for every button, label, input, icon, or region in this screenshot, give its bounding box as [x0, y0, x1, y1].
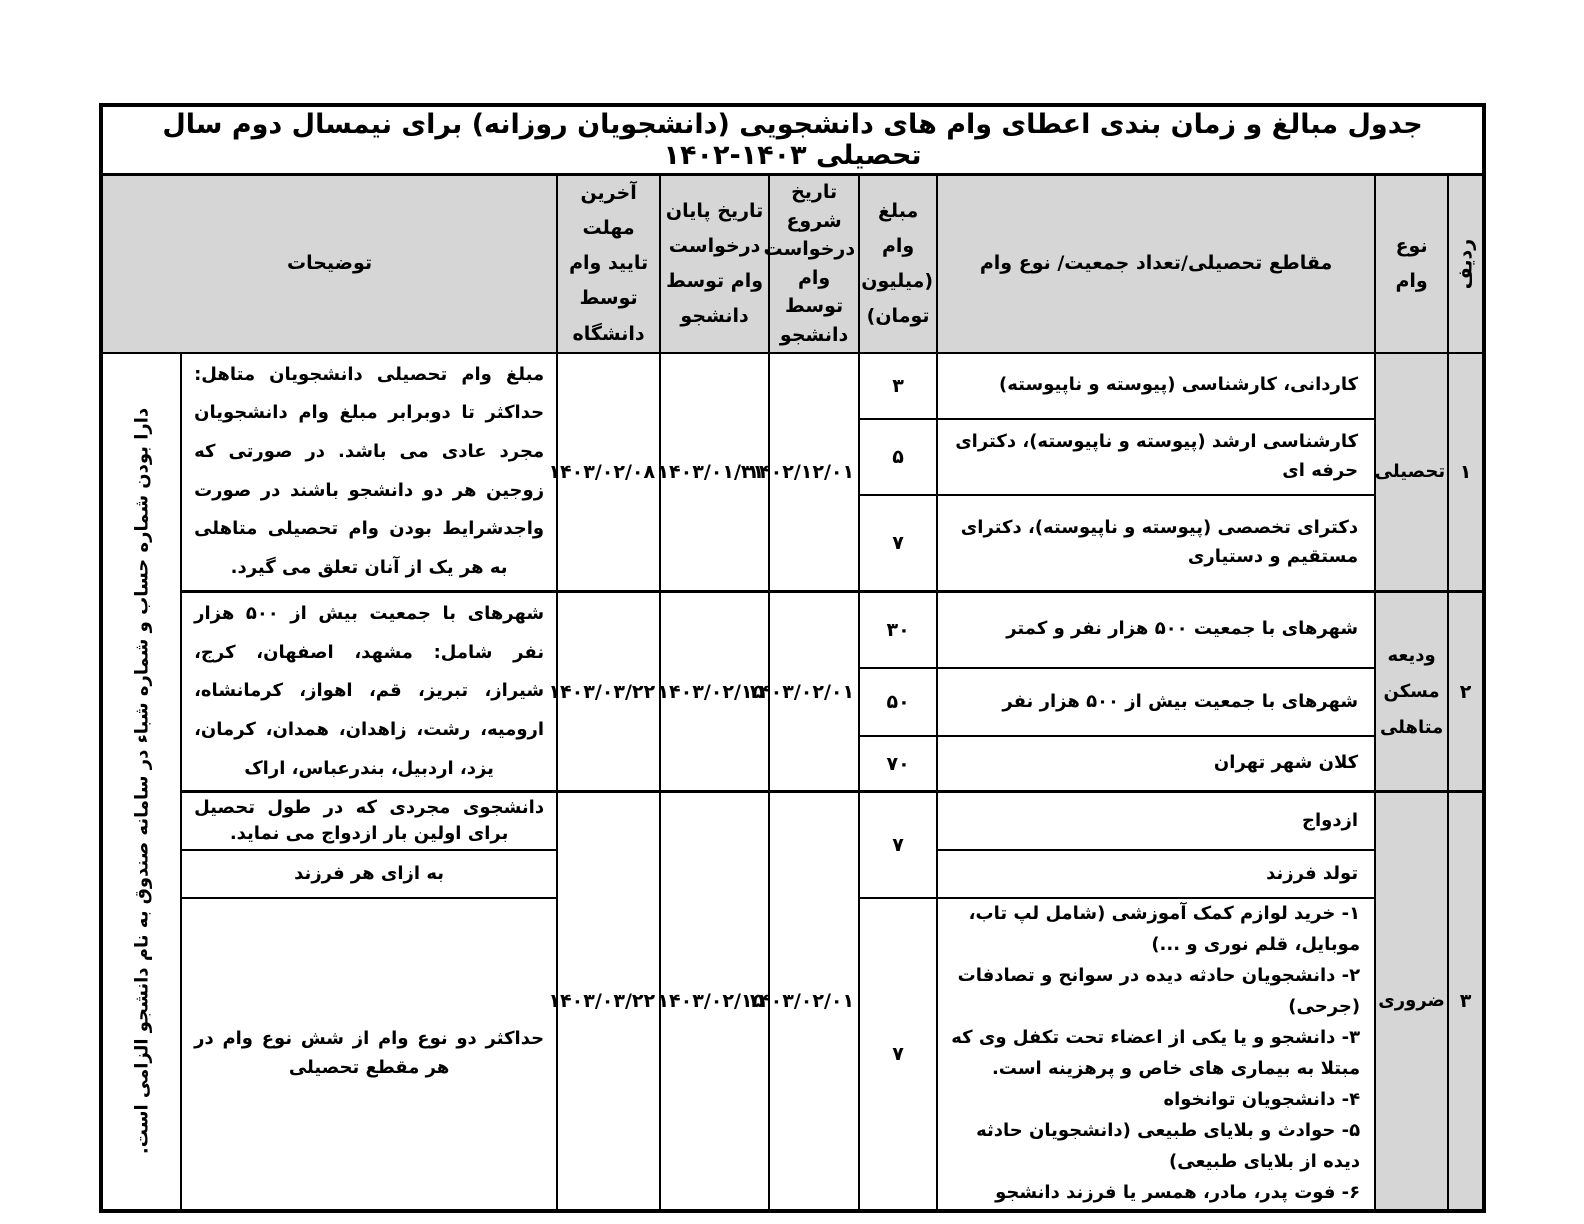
row1-approve-deadline: ۱۴۰۳/۰۲/۰۸	[557, 353, 660, 592]
row2-start-date: ۱۴۰۳/۰۲/۰۱	[769, 591, 859, 791]
row1-level-3: دکترای تخصصی (پیوسته و ناپیوسته)، دکترای مستقیم و دستیاری	[937, 495, 1375, 592]
header-start-date: تاریخ شروع درخواست وام توسط دانشجو	[769, 175, 859, 353]
row2-level-3: کلان شهر تهران	[937, 736, 1375, 791]
row3-level-child: تولد فرزند	[937, 850, 1375, 898]
table-title: جدول مبالغ و زمان بندی اعطای وام های دانشجویی (دانشجویان روزانه) برای نیمسال دوم سال تحصیلی ۱۴۰۳-۱۴۰۲	[101, 105, 1484, 175]
emergency-item: ۴- دانشجویان توانخواه	[1163, 1089, 1361, 1111]
row1-notes: مبلغ وام تحصیلی دانشجویان متاهل: حداکثر تا دوبرابر مبلغ وام دانشجویان مجرد عادی می باشد. در صورتی که زوجین هر دو دانشجو باشند در صورت واجدشرایط بودن وام تحصیلی متاهلی به هر یک از آنان تعلق می گیرد.	[181, 353, 557, 592]
row3-level-emergency-list	[937, 898, 1375, 1211]
row3-amount-emergency: ۷	[859, 898, 937, 1211]
row2-approve-deadline: ۱۴۰۳/۰۳/۲۲	[557, 591, 660, 791]
row2-notes: شهرهای با جمعیت بیش از ۵۰۰ هزار نفر شامل: مشهد، اصفهان، کرج، شیراز، تبریز، قم، اهواز، کرمانشاه، ارومیه، رشت، زاهدان، همدان، کرمان، یزد، اردبیل، بندرعباس، اراک	[181, 591, 557, 791]
row2-amount-3: ۷۰	[859, 736, 937, 791]
emergency-item: ۵- حوادث و بلایای طبیعی (دانشجویان حادثه دیده از بلایای طبیعی)	[976, 1120, 1361, 1173]
row1-start-date: ۱۴۰۲/۱۲/۰۱	[769, 353, 859, 592]
header-loan-type: نوع وام	[1375, 175, 1448, 353]
row1-amount-2: ۵	[859, 419, 937, 495]
header-radif-rotated-label: ردیف	[1454, 238, 1477, 290]
row1-radif: ۱	[1448, 353, 1484, 592]
row3-end-date: ۱۴۰۳/۰۲/۱۵	[660, 792, 769, 1211]
loan-schedule-sheet	[99, 103, 1486, 1213]
row2-radif: ۲	[1448, 591, 1484, 791]
row3-notes-child: به ازای هر فرزند	[181, 850, 557, 898]
row3-notes-marriage: دانشجوی مجردی که در طول تحصیل برای اولین بار ازدواج می نماید.	[181, 792, 557, 851]
table-row	[101, 591, 1484, 667]
table-row	[101, 353, 1484, 419]
row2-amount-1: ۳۰	[859, 591, 937, 667]
loans-table	[99, 103, 1486, 1213]
row2-amount-2: ۵۰	[859, 668, 937, 737]
row2-loan-type: ودیعه مسکن متاهلی	[1375, 591, 1448, 791]
table-row	[101, 792, 1484, 851]
row2-end-date: ۱۴۰۳/۰۲/۱۵	[660, 591, 769, 791]
row1-amount-3: ۷	[859, 495, 937, 592]
row1-level-2: کارشناسی ارشد (پیوسته و ناپیوسته)، دکترای حرفه ای	[937, 419, 1375, 495]
header-levels: مقاطع تحصیلی/تعداد جمعیت/ نوع وام	[937, 175, 1375, 353]
side-note-rotated-text: دارا بودن شماره حساب و شماره شباء در سامانه صندوق به نام دانشجو الزامی است.	[131, 408, 153, 1155]
header-notes: توضیحات	[101, 175, 557, 353]
emergency-item: ۱- خرید لوازم کمک آموزشی (شامل لپ تاب، موبایل، قلم نوری و ...)	[968, 903, 1361, 956]
row3-amount-marriage-child: ۷	[859, 792, 937, 899]
row3-radif: ۳	[1448, 792, 1484, 1211]
row1-level-1: کاردانی، کارشناسی (پیوسته و ناپیوسته)	[937, 353, 1375, 419]
emergency-item: ۲- دانشجویان حادثه دیده در سوانح و تصادفات (جرحی)	[957, 965, 1361, 1018]
row3-approve-deadline: ۱۴۰۳/۰۳/۲۲	[557, 792, 660, 1211]
row2-level-2: شهرهای با جمعیت بیش از ۵۰۰ هزار نفر	[937, 668, 1375, 737]
row3-notes-emergency: حداکثر دو نوع وام از شش نوع وام در هر مقطع تحصیلی	[181, 898, 557, 1211]
header-radif	[1448, 175, 1484, 353]
row3-start-date: ۱۴۰۳/۰۲/۰۱	[769, 792, 859, 1211]
emergency-item: ۶- فوت پدر، مادر، همسر یا فرزند دانشجو	[995, 1182, 1361, 1204]
row1-end-date: ۱۴۰۳/۰۱/۳۱	[660, 353, 769, 592]
row3-loan-type: ضروری	[1375, 792, 1448, 1211]
row2-level-1: شهرهای با جمعیت ۵۰۰ هزار نفر و کمتر	[937, 591, 1375, 667]
side-note-cell	[101, 353, 181, 1211]
row1-loan-type: تحصیلی	[1375, 353, 1448, 592]
header-approve-deadline: آخرین مهلت تایید وام توسط دانشگاه	[557, 175, 660, 353]
emergency-item: ۳- دانشجو و یا یکی از اعضاء تحت تکفل وی که مبتلا به بیماری های خاص و پرهزینه است.	[951, 1027, 1361, 1080]
row3-level-marriage: ازدواج	[937, 792, 1375, 851]
header-end-date: تاریخ پایان درخواست وام توسط دانشجو	[660, 175, 769, 353]
header-amount: مبلغ وام (میلیون تومان)	[859, 175, 937, 353]
row1-amount-1: ۳	[859, 353, 937, 419]
